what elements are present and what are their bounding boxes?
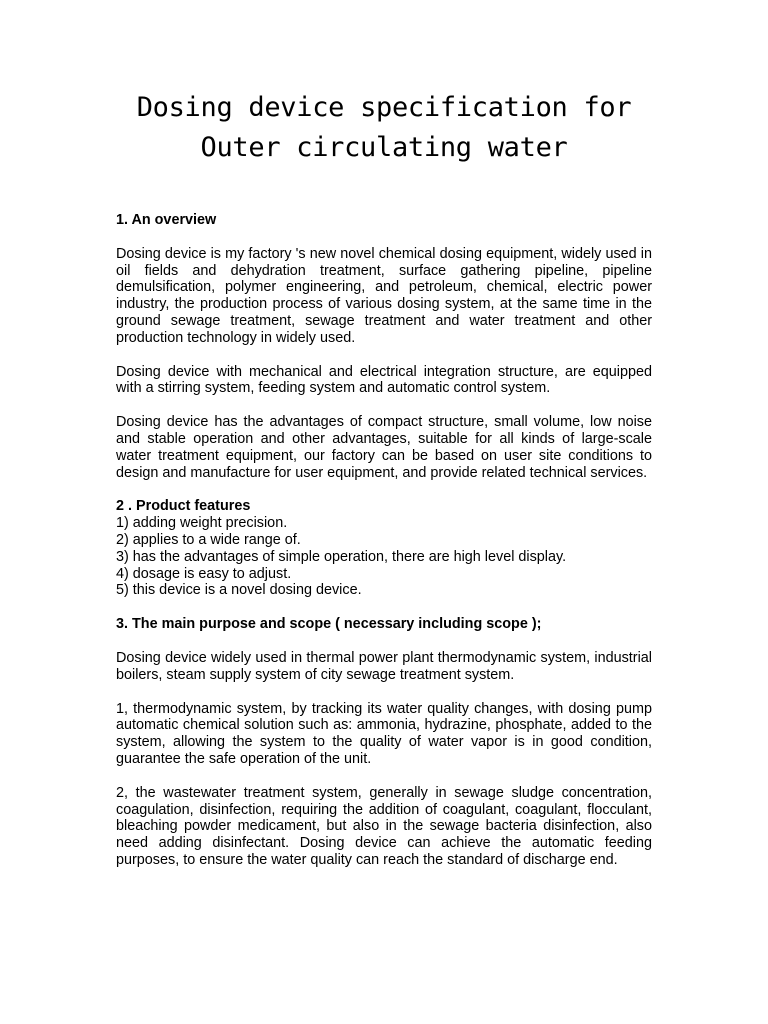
document-body (116, 212, 652, 869)
list-item: 4) dosage is easy to adjust. (116, 565, 292, 582)
title-line-1: Dosing device specification for (136, 92, 632, 123)
section-overview (116, 212, 652, 481)
section-product-features (116, 498, 652, 599)
list-item: 1) adding weight precision. (116, 515, 288, 532)
section-heading: 3. The main purpose and scope ( necessary including scope ); (116, 616, 542, 633)
section-purpose-scope (116, 616, 652, 869)
feature-list (116, 515, 652, 599)
list-item: 2) applies to a wide range of. (116, 531, 301, 548)
document-title (0, 88, 768, 168)
paragraph: Dosing device with mechanical and electrical integration structure, are equipped with a stirring system, feeding system and automatic control system. (116, 363, 652, 397)
section-heading: 2 . Product features (116, 498, 251, 515)
list-item: 3) has the advantages of simple operation, there are high level display. (116, 548, 567, 565)
paragraph: 1, thermodynamic system, by tracking its water quality changes, with dosing pump automatic chemical solution such as: ammonia, hydrazine, phosphate, added to the system, allowing the system to the quality of water vapor is in good condition, guarantee the safe operation of the unit. (116, 700, 652, 767)
paragraph: Dosing device has the advantages of compact structure, small volume, low noise and stable operation and other advantages, suitable for all kinds of large-scale water treatment equipment, our factory can be based on user site conditions to design and manufacture for user equipment, and provide related technical services. (116, 414, 652, 481)
paragraph: Dosing device is my factory 's new novel chemical dosing equipment, widely used in oil fields and dehydration treatment, surface gathering pipeline, pipeline demulsification, polymer engineering, and petroleum, chemical, electric power industry, the production process of various dosing system, at the same time in the ground sewage treatment, sewage treatment and water treatment and other production technology in widely used. (116, 245, 652, 346)
title-line-2: Outer circulating water (200, 132, 568, 163)
paragraph: 2, the wastewater treatment system, generally in sewage sludge concentration, coagulation, disinfection, requiring the addition of coagulant, coagulant, flocculant, bleaching powder medicament, but also in the sewage bacteria disinfection, also need adding disinfectant. Dosing device can achieve the automatic feeding purposes, to ensure the water quality can reach the standard of discharge end. (116, 784, 652, 868)
paragraph: Dosing device widely used in thermal power plant thermodynamic system, industrial boilers, steam supply system of city sewage treatment system. (116, 649, 652, 683)
list-item: 5) this device is a novel dosing device. (116, 582, 362, 599)
section-heading: 1. An overview (116, 212, 217, 228)
